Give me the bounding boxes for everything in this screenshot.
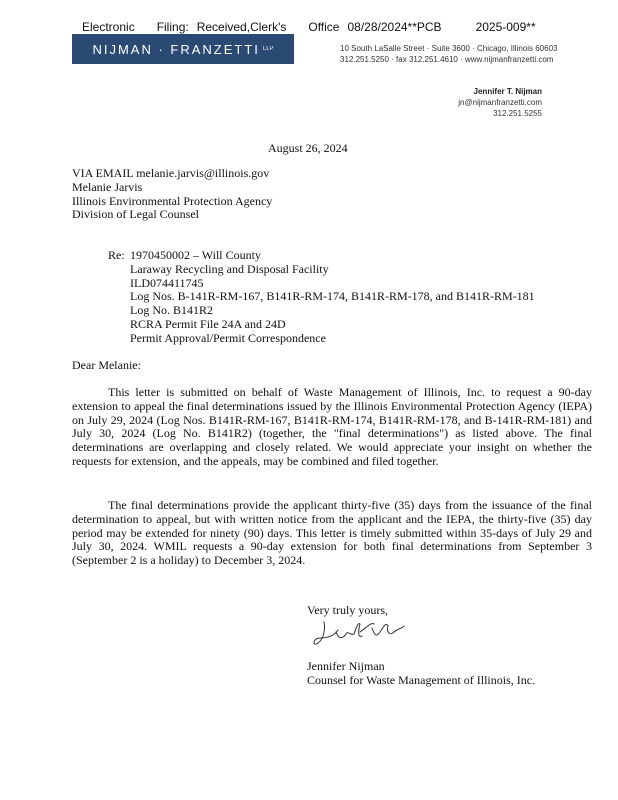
recipient-agency: Illinois Environmental Protection Agency	[72, 193, 273, 208]
body-paragraph	[72, 386, 592, 469]
firm-address: 10 South LaSalle Street · Suite 3600 · Chicago, Illinois 60603	[340, 44, 558, 53]
re-line: RCRA Permit File 24A and 24D	[130, 316, 286, 331]
stamp-part: 08/28/2024**PCB	[347, 20, 442, 34]
re-line: Log Nos. B-141R-RM-167, B141R-RM-174, B141R-RM-178, and B141R-RM-181	[130, 289, 535, 304]
re-label: Re:	[108, 248, 125, 262]
signer-title: Counsel for Waste Management of Illinois, Inc.	[307, 672, 536, 687]
signature-image	[312, 612, 412, 654]
sender-name: Jennifer T. Nijman	[473, 87, 542, 96]
filing-stamp	[82, 20, 536, 34]
paragraph-text: The final determinations provide the applicant thirty-five (35) days from the issuance of the final determination to appeal, but with written notice from the applicant and the IEPA, the thirty-five (35) day period may be extended for ninety (90) days. This letter is timely submitted within 35-days of July 29 and July 30, 2024. WMIL requests a 90-day extension for both final determinations from September 3 (September 2 is a holiday) to December 3, 2024.	[72, 498, 592, 568]
signature-block	[307, 660, 535, 688]
firm-name: NIJMAN · FRANZETTI	[92, 41, 260, 57]
recipient-name: Melanie Jarvis	[72, 179, 143, 194]
re-block	[130, 249, 535, 346]
stamp-part: Office	[308, 20, 340, 34]
re-line: Laraway Recycling and Disposal Facility	[130, 261, 329, 276]
sender-block	[458, 86, 542, 119]
salutation: Dear Melanie:	[72, 358, 141, 372]
valediction: Very truly yours,	[307, 603, 388, 617]
firm-suffix: LLP	[262, 46, 274, 52]
re-line: ILD074411745	[130, 275, 204, 290]
recipient-division: Division of Legal Counsel	[72, 207, 199, 222]
firm-contact: 312.251.5250 · fax 312.251.4610 · www.nijmanfranzetti.com	[340, 55, 554, 64]
stamp-part: 2025-009**	[475, 20, 536, 34]
re-line: Permit Approval/Permit Correspondence	[130, 330, 326, 345]
body-paragraph	[72, 499, 592, 568]
stamp-part: Electronic	[82, 20, 135, 34]
recipient-block	[72, 167, 272, 222]
via-email: VIA EMAIL melanie.jarvis@illinois.gov	[72, 166, 270, 180]
paragraph-text: This letter is submitted on behalf of Waste Management of Illinois, Inc. to request a 90-day extension to appeal the final determinations issued by the Illinois Environmental Protection Agency (IEPA) on July 29, 2024 (Log Nos. B141R-RM-167, B141R-RM-174, B141R-RM-178, and B-141R-RM-181) and July 30, 2024 (Log No. B141R2) (together, the "final determinations") as listed above. The final determinations are overlapping and closely related. We would appreciate your insight on whether the requests for extension, and the appeals, may be combined and filed together.	[72, 385, 592, 468]
stamp-part: Filing:	[156, 20, 189, 34]
signer-name: Jennifer Nijman	[307, 659, 385, 673]
re-line: Log No. B141R2	[130, 303, 214, 318]
firm-logo	[72, 34, 294, 64]
letter-date: August 26, 2024	[268, 141, 348, 155]
re-line: 1970450002 – Will County	[130, 248, 261, 262]
sender-phone: 312.251.5255	[493, 109, 542, 118]
stamp-part: Received,Clerk's	[196, 20, 287, 34]
sender-email: jn@nijmanfranzetti.com	[458, 98, 542, 107]
